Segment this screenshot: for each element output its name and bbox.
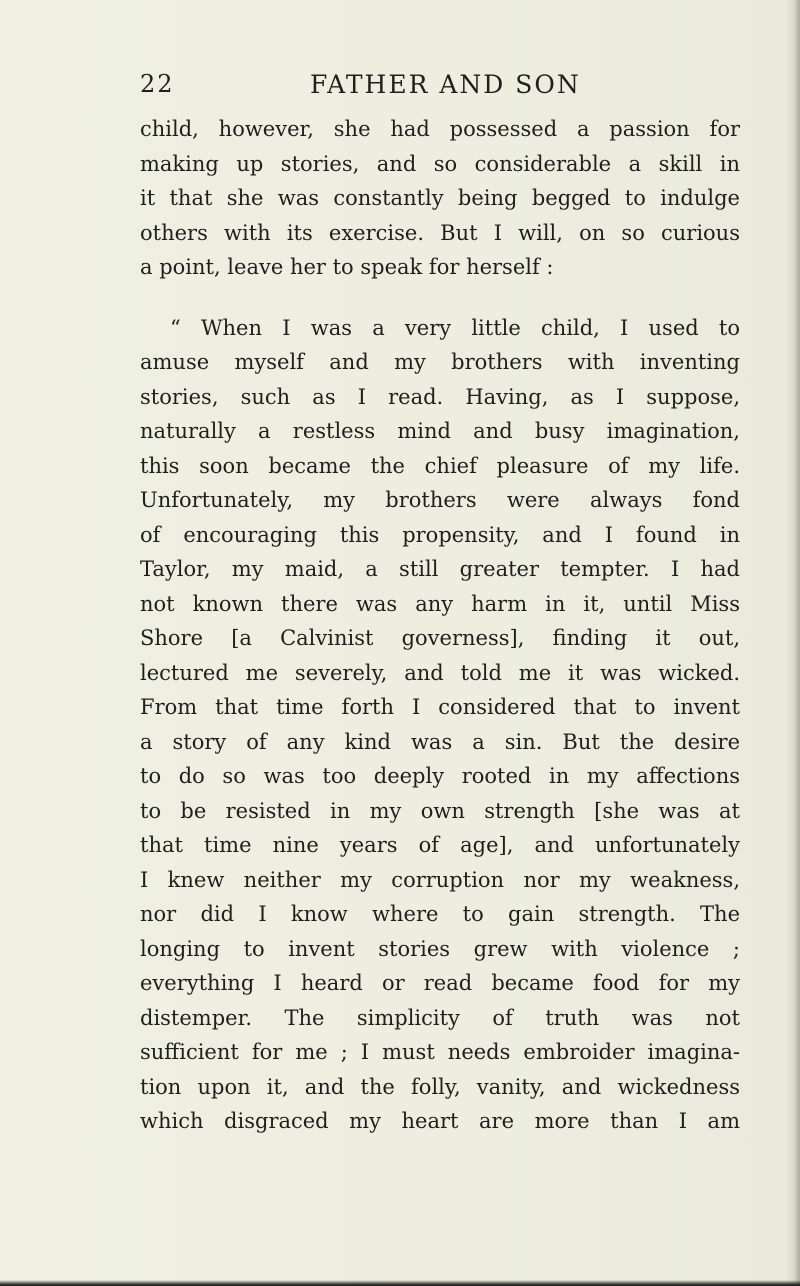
text-line: amuse myself and my brothers with inventing (140, 350, 740, 374)
text-line: that time nine years of age], and unfortunately (140, 833, 740, 857)
text-line: it that she was constantly being begged to indulge (140, 186, 740, 210)
text-line: “ When I was a very little child, I used to (170, 315, 740, 340)
text-line: Taylor, my maid, a still greater tempter. I had (140, 557, 740, 581)
text-line: sufficient for me ; I must needs embroider imagina- (140, 1040, 740, 1064)
text-line: which disgraced my heart are more than I am (140, 1109, 740, 1133)
text-line: stories, such as I read. Having, as I suppose, (140, 384, 740, 409)
text-line: a point, leave her to speak for herself : (140, 255, 554, 279)
text-line: not known there was any harm in it, until Miss (140, 591, 740, 616)
paragraph-1 (140, 112, 740, 285)
text-line: lectured me severely, and told me it was wicked. (140, 660, 740, 685)
text-line: nor did I know where to gain strength. The (140, 902, 740, 926)
page-edge-shadow (786, 0, 800, 1286)
text-line: child, however, she had possessed a passion for (140, 117, 740, 141)
text-line: to do so was too deeply rooted in my affections (140, 764, 740, 788)
text-line: From that time forth I considered that to invent (140, 695, 740, 719)
running-head (140, 70, 730, 108)
page-bottom-border (0, 1280, 800, 1286)
text-line: longing to invent stories grew with violence ; (140, 936, 740, 961)
paragraph-gap (140, 285, 740, 311)
text-line: Shore [a Calvinist governess], finding it out, (140, 626, 740, 650)
text-line: a story of any kind was a sin. But the desire (140, 729, 740, 754)
text-line: naturally a restless mind and busy imagination, (140, 419, 740, 443)
text-line: of encouraging this propensity, and I found in (140, 522, 740, 547)
text-line: tion upon it, and the folly, vanity, and wickedness (140, 1074, 740, 1099)
running-title: FATHER AND SON (310, 70, 581, 99)
text-line: I knew neither my corruption nor my weakness, (140, 867, 740, 892)
text-line: making up stories, and so considerable a skill in (140, 151, 740, 176)
body-text (140, 112, 740, 1139)
text-line: everything I heard or read became food for my (140, 971, 740, 995)
text-line: Unfortunately, my brothers were always fond (140, 488, 740, 512)
text-line: others with its exercise. But I will, on so curious (140, 220, 740, 245)
text-line: distemper. The simplicity of truth was not (140, 1005, 740, 1030)
text-line: this soon became the chief pleasure of my life. (140, 453, 740, 478)
text-line: to be resisted in my own strength [she was at (140, 798, 740, 823)
paragraph-2-quotation (140, 311, 740, 1139)
page-number: 22 (140, 70, 175, 98)
